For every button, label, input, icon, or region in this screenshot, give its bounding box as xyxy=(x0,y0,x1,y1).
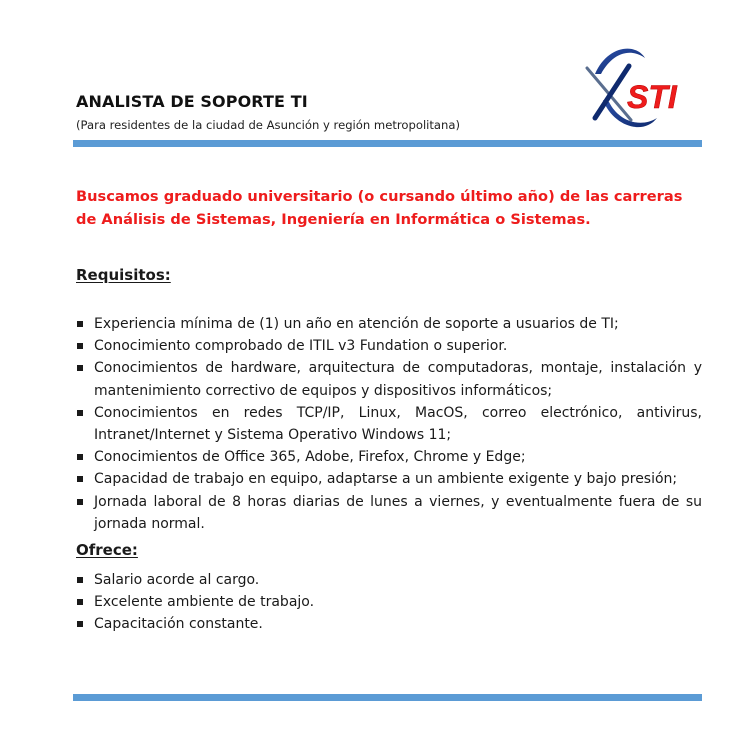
list-item: Experiencia mínima de (1) un año en atención de soporte a usuarios de TI; xyxy=(76,313,702,335)
offers-heading: Ofrece: xyxy=(76,541,138,559)
logo-upper-arc xyxy=(595,49,645,74)
list-item: Salario acorde al cargo. xyxy=(76,569,702,591)
list-item: Conocimientos de Office 365, Adobe, Firefox, Chrome y Edge; xyxy=(76,446,702,468)
requirements-list xyxy=(76,313,702,535)
list-item: Capacidad de trabajo en equipo, adaptarse a un ambiente exigente y bajo presión; xyxy=(76,468,702,490)
list-item: Conocimiento comprobado de ITIL v3 Fundation o superior. xyxy=(76,335,702,357)
job-title: ANALISTA DE SOPORTE TI xyxy=(76,92,308,111)
list-item: Conocimientos de hardware, arquitectura de computadoras, montaje, instalación y mantenimiento correctivo de equipos y dispositivos informáticos; xyxy=(76,357,702,401)
logo-wordmark: STI xyxy=(627,79,677,115)
top-divider xyxy=(73,140,702,147)
job-subtitle: (Para residentes de la ciudad de Asunción y región metropolitana) xyxy=(76,118,461,132)
list-item: Capacitación constante. xyxy=(76,613,702,635)
bottom-divider xyxy=(73,694,702,701)
intro-statement: Buscamos graduado universitario (o cursando último año) de las carreras de Análisis de Sistemas, Ingeniería en Informática o Sistemas. xyxy=(76,188,683,228)
document-header xyxy=(76,40,701,140)
list-item: Jornada laboral de 8 horas diarias de lunes a viernes, y eventualmente fuera de su jornada normal. xyxy=(76,491,702,535)
sti-logo xyxy=(573,40,701,135)
offers-list xyxy=(76,569,702,636)
requirements-heading: Requisitos: xyxy=(76,266,171,284)
list-item: Excelente ambiente de trabajo. xyxy=(76,591,702,613)
list-item: Conocimientos en redes TCP/IP, Linux, MacOS, correo electrónico, antivirus, Intranet/Internet y Sistema Operativo Windows 11; xyxy=(76,402,702,446)
